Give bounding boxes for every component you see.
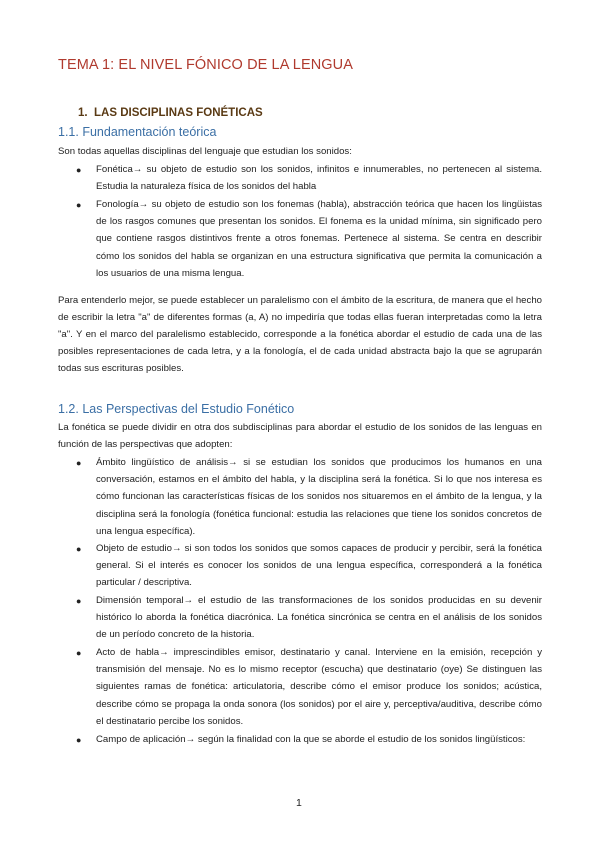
- page-number: 1: [296, 797, 302, 809]
- bullet-campo: Campo de aplicación→ según la finalidad con la que se aborde el estudio de los sonidos lingüísticos:: [96, 734, 526, 745]
- bullet-icon: ●: [76, 544, 82, 554]
- bullet-icon: ●: [76, 735, 82, 745]
- bullet-icon: ●: [76, 648, 82, 658]
- subsection-heading-1-2: 1.2. Las Perspectivas del Estudio Fonético: [58, 402, 295, 416]
- intro-paragraph-2: La fonética se puede dividir en otra dos subdisciplinas para abordar el estudio de los sonidos de las lenguas en función de las perspectivas que adopten:: [58, 422, 542, 450]
- bullet-objeto: Objeto de estudio→ si son todos los sonidos que somos capaces de producir y percibir, será la fonética general. Si el interés es conocer los sonidos de una lengua específica, corresponderá a la fonética particular / descriptiva.: [96, 543, 542, 589]
- document-title: TEMA 1: EL NIVEL FÓNICO DE LA LENGUA: [58, 57, 354, 73]
- bullet-icon: ●: [76, 165, 82, 175]
- bullet-acto-habla: Acto de habla→ imprescindibles emisor, destinatario y canal. Interviene en la emisión, recepción y transmisión del mensaje. No es lo mismo receptor (escucha) que destinatario (oye) Se distinguen las siguientes ramas de fonética: articulatoria, describe cómo el emisor produce los sonidos; acústica, describe cómo se propaga la onda sonora (los sonidos) por el aire y, perceptiva/auditiva, describe cómo el destinatario percibe los sonidos.: [96, 647, 542, 727]
- paragraph-paralelismo: Para entenderlo mejor, se puede establecer un paralelismo con el ámbito de la escritura, de manera que el hecho de escribir la letra "a" de diferentes formas (a, A) no impediría que todas ellas fueran interpretadas como la letra "a". Y en el marco del paralelismo establecido, corresponde a la fonética abordar el estudio de cada una de las posibles representaciones de cada letra, y a la fonología, el de cada unidad abstracta bajo la que se agruparán todas sus escrituras posibles.: [58, 295, 542, 374]
- bullet-fonologia: Fonología→ su objeto de estudio son los fonemas (habla), abstracción teórica que hacen los lingüistas de los rasgos comunes que presentan los sonidos. El fonema es la unidad mínima, sin significado pero que contiene rasgos distintivos frente a otros fonemas. Pertenece al sistema. Se centra en describir cómo los sonidos del habla se organizan en una estructura significativa que permita la comunicación a los usuarios de una misma lengua.: [96, 199, 542, 279]
- section-label: LAS DISCIPLINAS FONÉTICAS: [94, 107, 263, 119]
- section-number: 1.: [78, 107, 88, 119]
- bullet-icon: ●: [76, 200, 82, 210]
- bullet-dimension: Dimensión temporal→ el estudio de las transformaciones de los sonidos producidas en su devenir histórico lo aborda la fonética diacrónica. La fonética sincrónica se centra en el análisis de los sonidos de un período concreto de la historia.: [96, 595, 542, 641]
- bullet-icon: ●: [76, 596, 82, 606]
- intro-paragraph-1: Son todas aquellas disciplinas del lenguaje que estudian los sonidos:: [58, 146, 352, 157]
- bullet-fonetica: Fonética→ su objeto de estudio son los sonidos, infinitos e innumerables, no pertenecen al sistema. Estudia la naturaleza física de los sonidos del habla: [96, 164, 542, 193]
- subsection-heading-1-1: 1.1. Fundamentación teórica: [58, 125, 217, 139]
- section-heading: [78, 107, 263, 119]
- bullet-icon: ●: [76, 458, 82, 468]
- bullet-ambito: Ámbito lingüístico de análisis→ si se estudian los sonidos que producimos los humanos en una conversación, estamos en el ámbito del habla, y la disciplina será la fonética. Si lo que nos interesa es cómo funcionan las características físicas de los sonidos nos situaremos en el ámbito de la lengua, y la disciplina será la fonología (fonética funcional: estudia las relaciones que tiene los sonidos concretos de una lengua específica).: [96, 457, 542, 537]
